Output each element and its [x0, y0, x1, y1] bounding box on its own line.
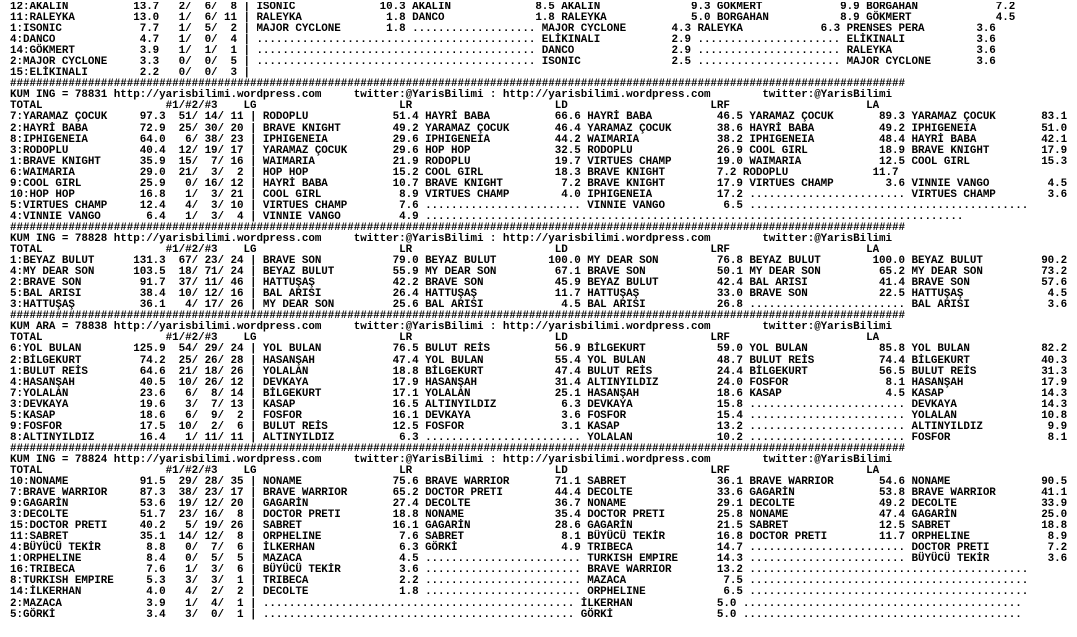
report-line: 1:ISONIC 7.7 1/ 5/ 2 | MAJOR CYCLONE 1.8 ................... MAJOR CYCLONE 4.3 RALEYKA 6.3 PRENSES PERA 3.6	[10, 23, 996, 36]
report-line: 1:BULUT REİS 64.6 21/ 18/ 26 | YOLALAN 18.8 BİLGEKURT 47.4 BULUT REİS 24.4 BİLGEKURT 56.5 BULUT REİS 31.3	[10, 365, 1068, 378]
report-line: 1:BEYAZ BULUT 131.3 67/ 23/ 24 | BRAVE SON 79.0 BEYAZ BULUT 100.0 MY DEAR SON 76.8 BEYAZ BULUT 100.0 BEYAZ BULUT 90.2	[10, 255, 1068, 268]
report-line: 10:NONAME 91.5 29/ 28/ 35 | NONAME 75.6 BRAVE WARRIOR 71.1 SABRET 36.1 BRAVE WARRIOR 54.6 NONAME 90.5	[10, 476, 1068, 489]
report-line: 10:HOP HOP 16.8 1/ 3/ 21 | COOL GIRL 8.9 VIRTUES CHAMP 4.0 IPHIGENEIA 17.2 ........................ VIRTUES CHAMP 3.6	[10, 188, 1068, 201]
report-line: 2:BİLGEKURT 74.2 25/ 26/ 28 | HASANŞAH 47.4 YOL BULAN 55.4 YOL BULAN 48.7 BULUT REİS 74.4 BİLGEKURT 40.3	[10, 354, 1068, 367]
report-line: 2:MAZACA 3.9 1/ 4/ 1 | ................................................ İLKERHAN 5.0 ...........................................	[10, 597, 1022, 610]
report-line: KUM ARA = 78838 http://yarisbilimi.wordpress.com twitter:@YarisBilimi : http://yarisbilimi.wordpress.com twitter:@YarisBilimi	[10, 321, 893, 334]
report-line: 8:IPHIGENEIA 64.0 6/ 38/ 23 | IPHIGENEIA 29.6 IPHIGENEIA 44.2 WAIMARIA 38.2 IPHIGENEIA 48.4 HAYRİ BABA 42.1	[10, 133, 1068, 146]
report-line: ##########################################################################################################################################	[10, 78, 905, 91]
report-line: KUM ING = 78824 http://yarisbilimi.wordpress.com twitter:@YarisBilimi : http://yarisbilimi.wordpress.com twitter:@YarisBilimi	[10, 453, 893, 466]
report-line: 6:YOL BULAN 125.9 54/ 29/ 24 | YOL BULAN 76.5 BULUT REİS 56.9 BİLGEKURT 59.0 YOL BULAN 85.8 YOL BULAN 82.2	[10, 343, 1068, 356]
report-line: 8:ALTINYILDIZ 16.4 1/ 11/ 11 | ALTINYILDIZ 6.3 ........................ YOLALAN 10.2 ........................ FOSFOR 8.1	[10, 431, 1068, 444]
report-line: 5:GÖRKİ 3.4 3/ 0/ 1 | ................................................ GÖRKİ 5.0 ...........................................	[10, 608, 1022, 621]
report-line: 3:RODOPLU 40.4 12/ 19/ 17 | YARAMAZ ÇOCUK 29.6 HOP HOP 32.5 RODOPLU 26.9 COOL GIRL 18.9 BRAVE KNIGHT 17.9	[10, 144, 1068, 157]
report-line: 7:YARAMAZ ÇOCUK 97.3 51/ 14/ 11 | RODOPLU 51.4 HAYRİ BABA 66.6 HAYRİ BABA 46.5 YARAMAZ ÇOCUK 89.3 YARAMAZ ÇOCUK 83.1	[10, 111, 1068, 124]
report-line: 3:DEVKAYA 19.6 3/ 7/ 13 | KASAP 16.5 ALTINYILDIZ 6.3 DEVKAYA 15.8 ........................ DEVKAYA 14.3	[10, 398, 1068, 411]
report-line: ##########################################################################################################################################	[10, 310, 905, 323]
race-report-text	[10, 2, 1072, 634]
report-line: 14:GÖKMERT 3.9 1/ 1/ 1 | ........................................... DANCO 2.9 ...................... RALEYKA 3.6	[10, 45, 996, 58]
report-line: 3:DECOLTE 51.7 23/ 16/ 8 | DOCTOR PRETI 18.8 NONAME 35.4 DOCTOR PRETI 25.8 NONAME 47.4 GAGARİN 25.0	[10, 509, 1068, 522]
report-line: 7:BRAVE WARRIOR 87.3 38/ 23/ 17 | BRAVE WARRIOR 65.2 DOCTOR PRETI 44.4 DECOLTE 33.6 GAGARİN 53.8 BRAVE WARRIOR 41.1	[10, 487, 1068, 500]
report-line: 2:MAJOR CYCLONE 3.3 0/ 0/ 5 | ........................................... ISONIC 2.5 ...................... MAJOR CYCLONE 3.6	[10, 56, 996, 69]
report-line: 7:YOLALAN 23.6 6/ 8/ 14 | BİLGEKURT 17.1 YOLALAN 25.1 HASANŞAH 18.6 KASAP 4.5 KASAP 14.3	[10, 387, 1068, 400]
report-line: 8:TURKISH EMPIRE 5.3 3/ 3/ 1 | TRIBECA 2.2 ........................ MAZACA 7.5 ...........................................	[10, 575, 1029, 588]
report-line: 3:HATTUŞAŞ 36.1 4/ 17/ 26 | MY DEAR SON 25.6 BAL ARISI 4.5 BAL ARISI 26.8 ........................ BAL ARISI 3.6	[10, 299, 1068, 312]
report-line: 2:HAYRİ BABA 72.9 25/ 30/ 20 | BRAVE KNIGHT 49.2 YARAMAZ ÇOCUK 46.4 YARAMAZ ÇOCUK 38.6 HAYRİ BABA 49.2 IPHIGENEIA 51.0	[10, 122, 1068, 135]
report-line: KUM ING = 78828 http://yarisbilimi.wordpress.com twitter:@YarisBilimi : http://yarisbilimi.wordpress.com twitter:@YarisBilimi	[10, 232, 893, 245]
report-line: 4:DANCO 4.7 1/ 0/ 4 | ........................................... ELİKINALI 2.9 ...................... ELİKINALI 3.6	[10, 34, 996, 47]
report-line: 12:AKALIN 13.7 2/ 6/ 8 | ISONIC 10.3 AKALIN 8.5 AKALIN 9.3 GÖKMERT 9.9 BORGAHAN 7.2	[10, 2, 1016, 13]
report-line: TOTAL #1/#2/#3 LG LR LD LRF LA	[10, 244, 880, 257]
report-line: 9:GAGARİN 53.6 19/ 12/ 20 | GAGARİN 27.4 DECOLTE 36.7 NONAME 29.1 DECOLTE 49.2 DECOLTE 33.9	[10, 498, 1068, 511]
report-line: 4:HASANŞAH 40.5 10/ 26/ 12 | DEVKAYA 17.9 HASANŞAH 31.4 ALTINYILDIZ 24.0 FOSFOR 8.1 HASANŞAH 17.9	[10, 376, 1068, 389]
report-line: TOTAL #1/#2/#3 LG LR LD LRF LA	[10, 332, 880, 345]
report-line: 5:KASAP 18.6 6/ 9/ 2 | FOSFOR 16.1 DEVKAYA 3.6 FOSFOR 15.4 ........................ YOLALAN 10.8	[10, 409, 1068, 422]
report-line: KUM ING = 78831 http://yarisbilimi.wordpress.com twitter:@YarisBilimi : http://yarisbilimi.wordpress.com twitter:@YarisBilimi	[10, 89, 893, 102]
report-line: 6:WAIMARIA 29.0 21/ 3/ 2 | HOP HOP 15.2 COOL GIRL 18.3 BRAVE KNIGHT 7.2 RODOPLU 11.7	[10, 166, 899, 179]
report-line: 1:ORPHELINE 8.4 0/ 5/ 5 | MAZACA 4.5 ........................ TURKISH EMPIRE 14.3 ........................ BÜYÜCÜ TEKİR 3.6	[10, 553, 1068, 566]
report-line: 4:VINNIE VANGO 6.4 1/ 3/ 4 | VINNIE VANGO 4.9 ...................................................................................	[10, 210, 964, 223]
report-line: ##########################################################################################################################################	[10, 442, 905, 455]
report-line: 15:ELİKINALI 2.2 0/ 0/ 3 |	[10, 67, 250, 80]
report-line: 1:BRAVE KNIGHT 35.9 15/ 7/ 16 | WAIMARIA 21.9 RODOPLU 19.7 VIRTUES CHAMP 19.0 WAIMARIA 12.5 COOL GIRL 15.3	[10, 155, 1068, 168]
report-line: 5:VIRTUES CHAMP 12.4 4/ 3/ 10 | VIRTUES CHAMP 7.6 ........................ VINNIE VANGO 6.5 ...........................................	[10, 199, 1029, 212]
report-line: 9:FOSFOR 17.5 10/ 2/ 6 | BULUT REİS 12.5 FOSFOR 3.1 KASAP 13.2 ........................ ALTINYILDIZ 9.9	[10, 420, 1068, 433]
report-line: 16:TRIBECA 7.6 1/ 3/ 6 | BÜYÜCÜ TEKİR 3.6 ........................ BRAVE WARRIOR 13.2 ...........................................	[10, 564, 1029, 577]
report-line: 9:COOL GIRL 25.9 0/ 16/ 12 | HAYRİ BABA 10.7 BRAVE KNIGHT 7.2 BRAVE KNIGHT 17.9 VIRTUES CHAMP 3.6 VINNIE VANGO 4.5	[10, 177, 1068, 190]
report-line: ##########################################################################################################################################	[10, 221, 905, 234]
report-line: 14:İLKERHAN 4.0 4/ 2/ 2 | DECOLTE 1.8 ........................ ORPHELINE 6.5 ...........................................	[10, 586, 1029, 599]
report-line: 2:BRAVE SON 91.7 37/ 11/ 46 | HATTUŞAŞ 42.2 BRAVE SON 45.9 BEYAZ BULUT 42.4 BAL ARISI 41.4 BRAVE SON 57.6	[10, 277, 1068, 290]
report-line: 4:MY DEAR SON 103.5 18/ 71/ 24 | BEYAZ BULUT 55.9 MY DEAR SON 67.1 BRAVE SON 50.1 MY DEAR SON 65.2 MY DEAR SON 73.2	[10, 266, 1068, 279]
report-line: 11:RALEYKA 13.0 1/ 6/ 11 | RALEYKA 1.8 DANCO 1.8 RALEYKA 5.0 BORGAHAN 8.9 GÖKMERT 4.5	[10, 12, 1016, 25]
report-line: 15:DOCTOR PRETI 40.2 5/ 19/ 26 | SABRET 16.1 GAGARİN 28.6 GAGARİN 21.5 SABRET 12.5 SABRET 18.8	[10, 520, 1068, 533]
report-line: 5:BAL ARISI 38.4 10/ 12/ 16 | BAL ARISI 26.4 HATTUŞAŞ 11.7 HATTUŞAŞ 33.0 BRAVE SON 22.5 HATTUŞAŞ 4.5	[10, 288, 1068, 301]
report-line: 4:BÜYÜCÜ TEKİR 8.8 0/ 7/ 6 | İLKERHAN 6.3 GÖRKİ 4.9 TRIBECA 14.7 ........................ DOCTOR PRETI 7.2	[10, 542, 1068, 555]
report-line: TOTAL #1/#2/#3 LG LR LD LRF LA	[10, 464, 880, 477]
report-line: 11:SABRET 35.1 14/ 12/ 8 | ORPHELINE 7.6 SABRET 8.1 BÜYÜCÜ TEKİR 16.8 DOCTOR PRETI 11.7 ORPHELINE 8.9	[10, 531, 1068, 544]
report-line: TOTAL #1/#2/#3 LG LR LD LRF LA	[10, 100, 880, 113]
